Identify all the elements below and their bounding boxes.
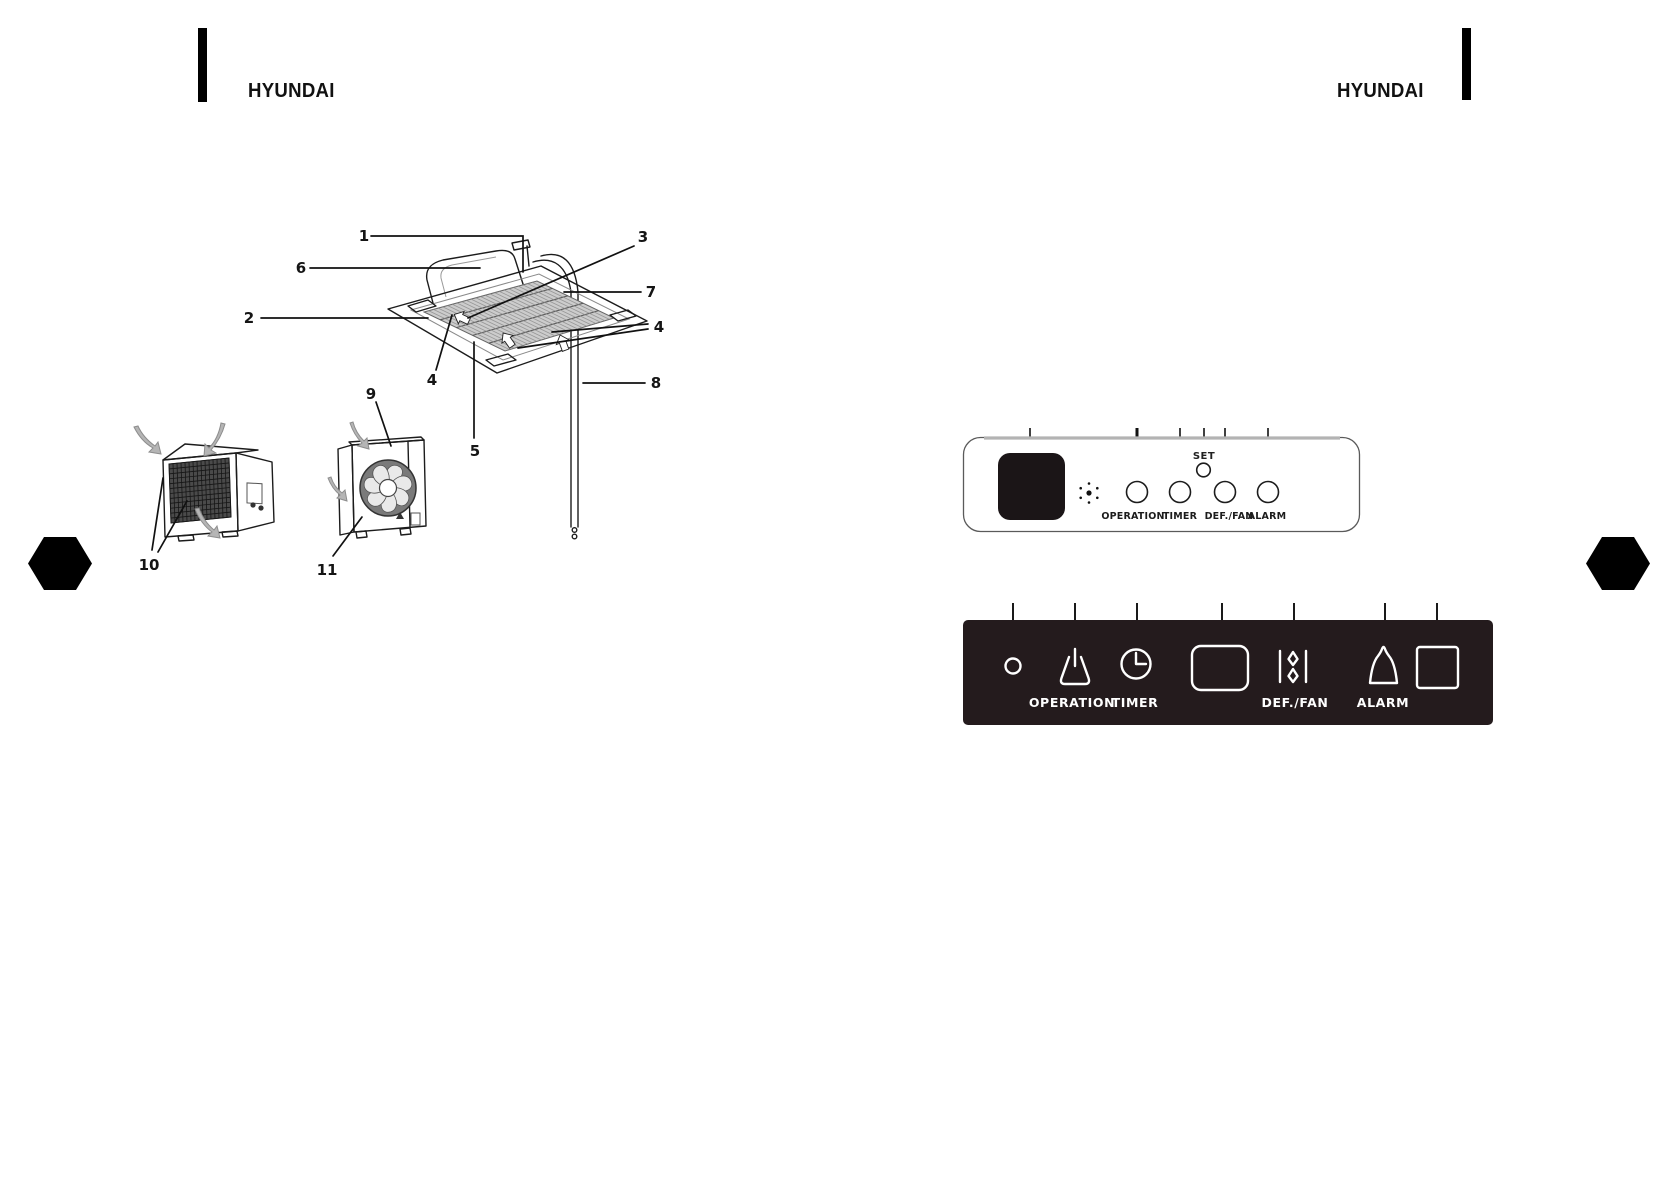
outdoor-unit-fan-illustration: [328, 422, 426, 538]
display-timer-label: TIMER: [1162, 511, 1198, 522]
indoor-unit-illustration: [388, 240, 647, 539]
set-label: SET: [1192, 451, 1216, 462]
part-label-2: 2: [243, 309, 255, 327]
display-panel-illustration: [964, 428, 1360, 532]
set-led: [1197, 463, 1211, 477]
brand-logo-left: HYUNDAI: [248, 80, 335, 102]
brand-logo-right: HYUNDAI: [1337, 80, 1424, 102]
part-label-6: 6: [295, 259, 307, 277]
timer-led: [1170, 482, 1191, 503]
control-panel-illustration: [963, 603, 1493, 725]
control-alarm-label: ALARM: [1356, 695, 1410, 710]
part-label-4-left: 4: [426, 371, 438, 389]
control-operation-label: OPERATION: [1028, 695, 1116, 710]
part-label-9: 9: [365, 385, 377, 403]
def-fan-led: [1215, 482, 1236, 503]
display-window: [998, 453, 1065, 520]
display-def-fan-label: DEF./FAN: [1204, 511, 1254, 522]
control-def-fan-label: DEF./FAN: [1261, 695, 1329, 710]
alarm-led: [1258, 482, 1279, 503]
part-label-10: 10: [138, 556, 160, 574]
part-label-8: 8: [650, 374, 662, 392]
display-operation-label: OPERATION: [1101, 511, 1165, 522]
operation-led: [1127, 482, 1148, 503]
outdoor-unit-grille-illustration: [134, 423, 274, 541]
control-timer-label: TIMER: [1111, 695, 1159, 710]
part-label-5: 5: [469, 442, 481, 460]
part-label-1: 1: [358, 227, 370, 245]
display-alarm-label: ALARM: [1247, 511, 1287, 522]
part-label-3: 3: [637, 228, 649, 246]
part-label-4-right: 4: [653, 318, 665, 336]
part-label-11: 11: [316, 561, 338, 579]
part-label-7: 7: [645, 283, 657, 301]
